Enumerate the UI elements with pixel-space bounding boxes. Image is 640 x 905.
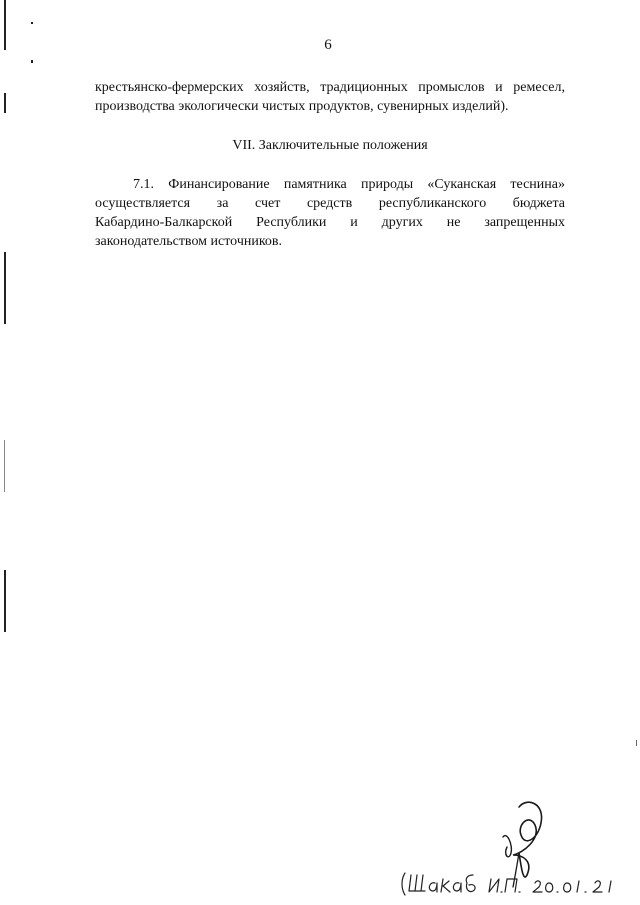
scan-artifact: [4, 440, 5, 492]
text-line: осуществляется за счет средств республиканского бюджета: [95, 196, 565, 211]
scan-artifact: [4, 252, 6, 324]
scan-artifact: [4, 93, 6, 113]
handwritten-signature: [395, 795, 635, 900]
text-line: законодательством источников.: [95, 234, 283, 249]
scan-artifact: [4, 570, 6, 632]
section-heading: VII. Заключительные положения: [232, 138, 428, 153]
clause-7-1: [95, 175, 565, 251]
intro-paragraph: [95, 78, 565, 116]
document-body: [95, 78, 565, 251]
text-line: Кабардино-Балкарской Республики и других не запрещенных: [95, 215, 565, 230]
text-line: 7.1. Финансирование памятника природы «Суканская теснина»: [133, 177, 565, 192]
text-line: крестьянско-фермерских хозяйств, традиционных промыслов и ремесел,: [95, 80, 565, 95]
scan-artifact: [31, 60, 33, 63]
page-number: 6: [324, 37, 332, 53]
scan-artifact: [31, 22, 33, 24]
scan-artifact: [636, 740, 637, 746]
text-line: производства экологически чистых продуктов, сувенирных изделий).: [95, 99, 509, 114]
